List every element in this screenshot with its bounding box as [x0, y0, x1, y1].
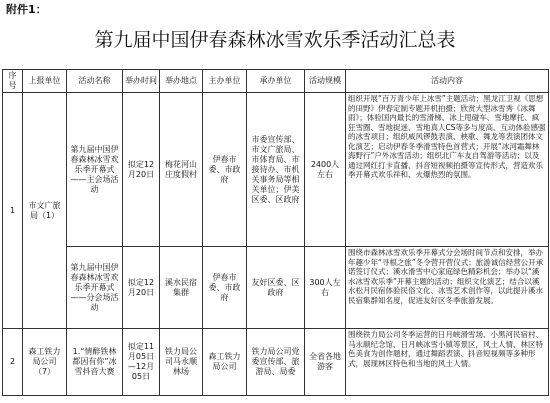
cell-time: 拟定12月20日 [123, 247, 160, 329]
cell-unit: 市文广旅局（1） [23, 93, 67, 329]
cell-organizer: 铁力局公司党委宣传部、旅游局、局委 [247, 329, 305, 396]
cell-name: 第九届中国伊春森林冰雪欢乐季开幕式——主会场活动 [67, 93, 123, 247]
header-time: 举办时间 [123, 70, 160, 93]
cell-seq: 2 [3, 329, 23, 396]
cell-unit: 森工铁力局公司（7） [23, 329, 67, 396]
cell-time: 拟定12月20日 [123, 93, 160, 247]
table-row [3, 247, 549, 329]
cell-host: 伊春市委、市政府 [203, 93, 247, 247]
cell-seq: 1 [3, 93, 23, 329]
table-row [3, 329, 549, 396]
document-title: 第九届中国伊春森林冰雪欢乐季活动汇总表 [94, 29, 456, 51]
cell-time: 拟定11月05日—12月05日 [123, 329, 160, 396]
table-row [3, 93, 549, 247]
cell-name: 1.“情醉铁林 都因有你”冰雪抖音大赛 [67, 329, 123, 396]
cell-organizer: 友好区委、区政府 [247, 247, 305, 329]
header-name: 活动名称 [67, 70, 123, 93]
header-organizer: 承办单位 [247, 70, 305, 93]
header-host: 主办单位 [203, 70, 247, 93]
cell-scale: 全省各地游客 [305, 329, 346, 396]
cell-scale: 2400人左右 [305, 93, 346, 247]
cell-place: 溪水民宿集群 [160, 247, 203, 329]
header-seq: 序号 [3, 70, 23, 93]
cell-host: 森工铁力局公司 [203, 329, 247, 396]
cell-place: 梅花河山庄度假村 [160, 93, 203, 247]
cell-content: 组织开展“百万青少年上冰雪”主题活动；黑龙江卫视《思想的田野》伊春定制专题开机拍摄；欣赏大型冰雪秀《冰舞雨》；体验国内最长的雪滑梯、冰上甩碰车、雪地摩托、疯狂雪圈、雪地捉迷、雪地真人CS等多与度高、互动体验感强的冰雪项目；组织威风锣鼓表演、秧歌、舞龙等表演团体文化演艺；启动伊春冬季滑雪特色首营式；开展“冰河霜舞林海野行”户外冰雪活动；组织北广车友自驾游等活动；以及通过网红打卡直播、抖音短视频拍摄等宣传形式，营造欢乐季开幕式欢乐祥和、火爆热烈的氛围。 [346, 93, 549, 247]
cell-host: 伊春市委、市政府 [203, 247, 247, 329]
activity-summary-table [2, 69, 549, 396]
header-place: 举办地点 [160, 70, 203, 93]
table-header-row [3, 70, 549, 93]
header-unit: 上报单位 [23, 70, 67, 93]
header-content: 活动内容 [346, 70, 549, 93]
cell-content: 围绕铁力局公司冬季运营的日月峡滑雪场、小黑河民宿村、马永顺纪念馆、日月峡冰雪小镇等景区，风土人情、林区特色美食为创作题材，通过舞蹈表演、抖音短视频等多种形式，展现林区特色和当地的风土人情。 [346, 329, 549, 396]
cell-scale: 300人左右 [305, 247, 346, 329]
cell-organizer: 市委宣传部、市文广旅局、市体育局、市接待办、市机关事务局等相关单位；伊美区委、区政府 [247, 93, 305, 247]
cell-place: 铁力局公司马永顺林场 [160, 329, 203, 396]
cell-content: 围绕市森林冰雪欢乐季开幕式分会场时间节点和安排，举办年趣少年“寻根之旅”冬令营开营仪式；旅游诚信经营公开承诺签订仪式；溪水滑雪中心家庭绿色精彩机会；举办以“溪水冰雪欢乐季”开幕主题的活动；组织文化演艺；结合以溪水松月民宿体验民俗文化、冰雪艺术创作等，以此提升溪水民宿集群知名度，促进友好区冬季旅游发展。 [346, 247, 549, 329]
header-scale: 活动规模 [305, 70, 346, 93]
attachment-label: 附件1： [6, 3, 47, 16]
cell-name: 第九届中国伊春森林冰雪欢乐季开幕式——分会场活动 [67, 247, 123, 329]
